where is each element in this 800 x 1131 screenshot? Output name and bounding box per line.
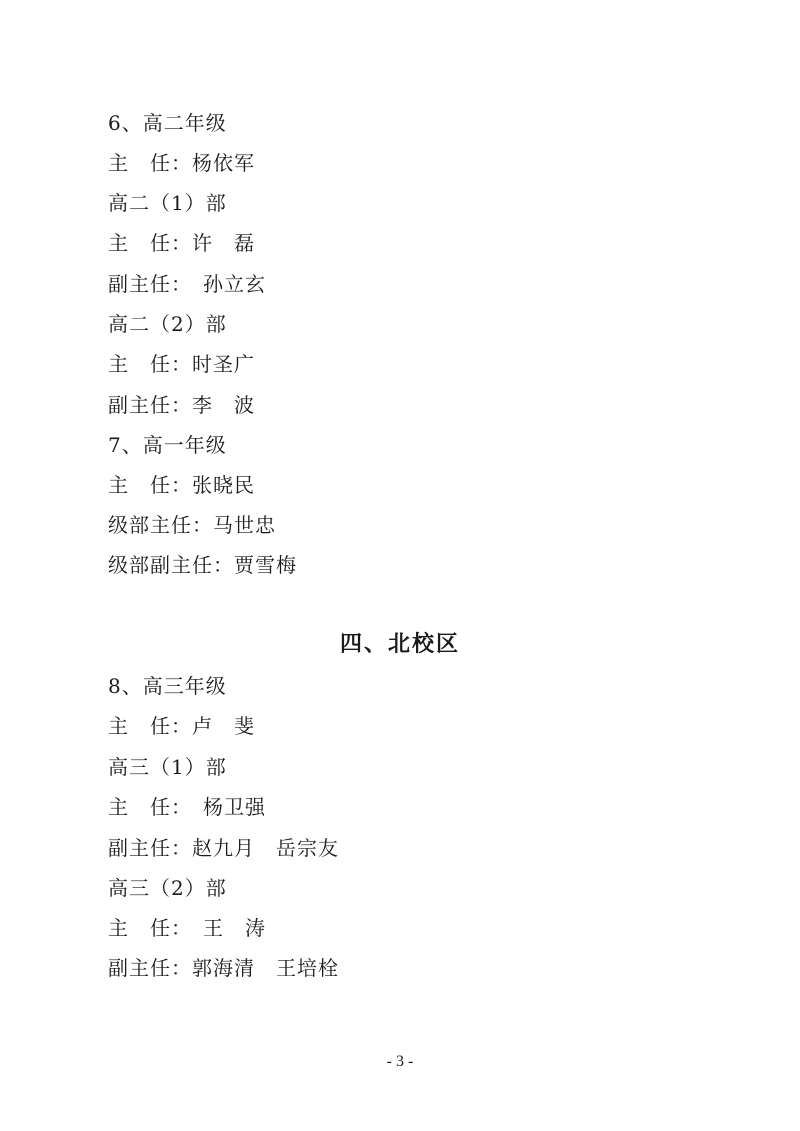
roster-line: 主 任：杨依军 xyxy=(108,151,255,175)
section-title: 四、北校区 xyxy=(339,632,460,657)
department-heading: 高二（1）部 xyxy=(108,191,227,215)
department-heading: 高三（1）部 xyxy=(108,755,227,779)
roster-line: 主 任：时圣广 xyxy=(108,352,255,376)
roster-line: 主 任： 王 涛 xyxy=(108,916,266,940)
page-number: - 3 - xyxy=(386,1053,414,1070)
roster-line: 主 任： 杨卫强 xyxy=(108,795,266,819)
roster-line: 副主任：李 波 xyxy=(108,393,255,417)
roster-line: 主 任：卢 斐 xyxy=(108,714,255,738)
roster-line: 副主任：赵九月 岳宗友 xyxy=(108,836,339,860)
grade-heading: 6、高二年级 xyxy=(108,111,227,135)
roster-line: 级部主任：马世忠 xyxy=(108,513,276,537)
department-heading: 高三（2）部 xyxy=(108,876,227,900)
roster-line: 级部副主任：贾雪梅 xyxy=(108,553,297,577)
roster-line: 副主任： 孙立玄 xyxy=(108,272,266,296)
roster-line: 主 任：许 磊 xyxy=(108,231,255,255)
department-heading: 高二（2）部 xyxy=(108,312,227,336)
roster-line: 副主任：郭海清 王培栓 xyxy=(108,956,339,980)
grade-heading: 7、高一年级 xyxy=(108,433,227,457)
roster-line: 主 任：张晓民 xyxy=(108,473,255,497)
grade-heading: 8、高三年级 xyxy=(108,674,227,698)
